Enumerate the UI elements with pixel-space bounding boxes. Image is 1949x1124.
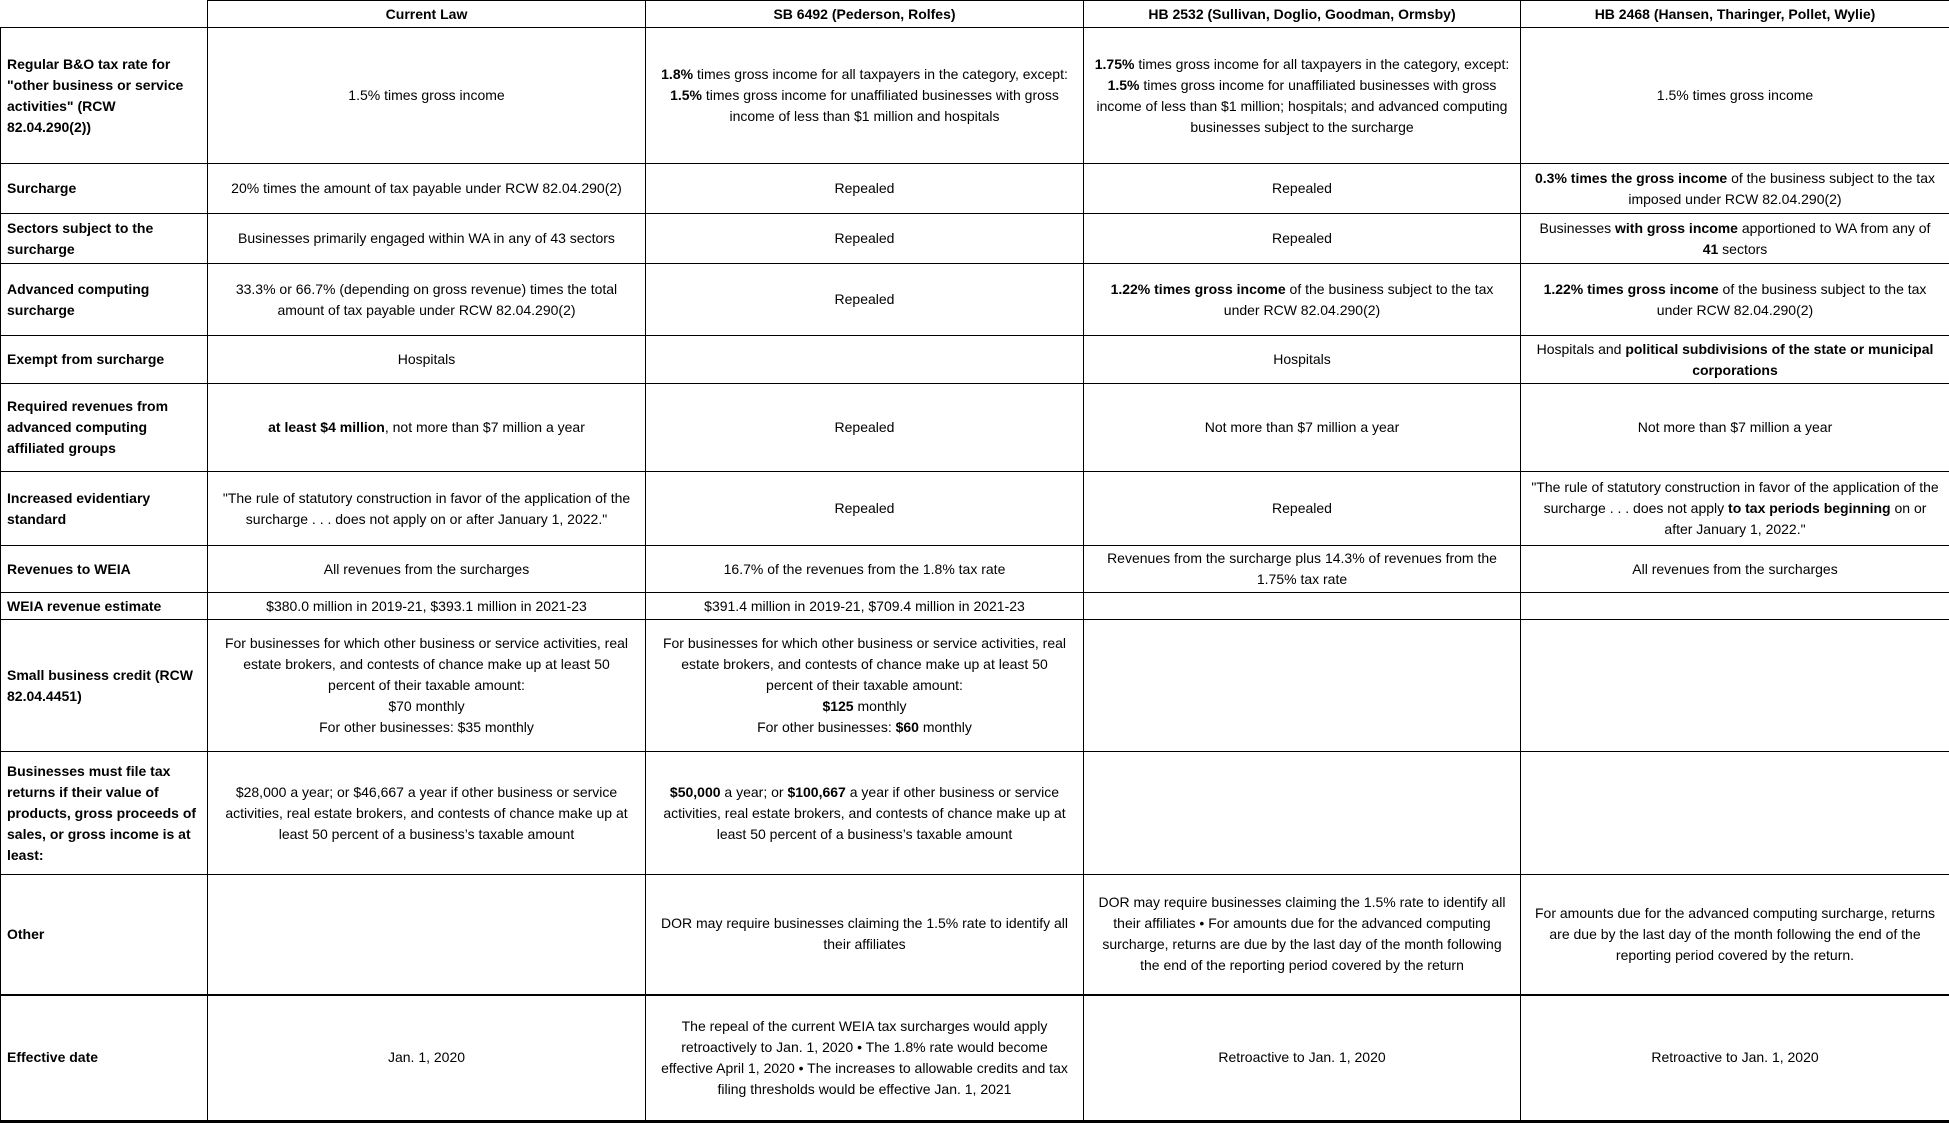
- table-row: [1, 164, 1949, 214]
- text-segment: Repealed: [1272, 180, 1332, 196]
- table-cell: [1521, 264, 1949, 336]
- row-label: Exempt from surcharge: [1, 336, 208, 384]
- table-cell: [1084, 620, 1521, 752]
- table-cell: [1521, 546, 1949, 593]
- text-segment: For other businesses: $35 monthly: [319, 719, 534, 735]
- table-cell: [646, 875, 1084, 995]
- text-segment: Not more than $7 million a year: [1637, 419, 1833, 435]
- bold-text-segment: $50,000: [669, 783, 721, 800]
- row-label: Increased evidentiary standard: [1, 472, 208, 546]
- table-cell: [646, 472, 1084, 546]
- table-cell: [646, 995, 1084, 1122]
- table-cell: [646, 28, 1084, 164]
- table-cell: [646, 384, 1084, 472]
- text-segment: The repeal of the current WEIA tax surcharges would apply retroactively to Jan. 1, 2020 • The 1.8% rate would become effective April 1, 2020 • The increases to allowable credits and tax filing thresholds would be effective Jan. 1, 2021: [661, 1017, 1068, 1097]
- text-segment: 20% times the amount of tax payable under RCW 82.04.290(2): [231, 180, 622, 196]
- text-segment: times gross income for unaffiliated businesses with gross income of less than $1 million and hospitals: [702, 87, 1059, 124]
- text-segment: All revenues from the surcharges: [323, 560, 530, 577]
- table-row: [1, 336, 1949, 384]
- bold-text-segment: 1.75%: [1094, 55, 1135, 72]
- bold-text-segment: 1.5%: [1107, 76, 1140, 93]
- table-cell: [208, 384, 646, 472]
- table-cell: [1084, 752, 1521, 875]
- row-label: Regular B&O tax rate for "other business or service activities" (RCW 82.04.290(2)): [1, 28, 208, 164]
- table-cell: [1521, 384, 1949, 472]
- text-segment: Hospitals: [1273, 351, 1331, 367]
- text-segment: monthly: [918, 719, 972, 735]
- table-cell: [1521, 28, 1949, 164]
- table-cell: [208, 995, 646, 1122]
- text-segment: Repealed: [834, 500, 895, 516]
- table-row: [1, 472, 1949, 546]
- text-segment: DOR may require businesses claiming the 1.5% rate to identify all their affiliates: [661, 915, 1068, 953]
- corner-cell: [1, 1, 208, 28]
- table-cell: [1084, 472, 1521, 546]
- table-cell: [1084, 214, 1521, 264]
- column-header-hb2468: HB 2468 (Hansen, Tharinger, Pollet, Wylie): [1521, 1, 1949, 28]
- table-row: [1, 752, 1949, 875]
- text-segment: a year if other business or service activities, real estate brokers, and contests of chance make up at least 50 percent of a business’s taxable amount: [663, 783, 1066, 842]
- row-label: Revenues to WEIA: [1, 546, 208, 593]
- table-cell: [208, 546, 646, 593]
- bold-text-segment: $125: [822, 698, 854, 714]
- column-header-hb2532: HB 2532 (Sullivan, Doglio, Goodman, Ormsby): [1084, 1, 1521, 28]
- table-cell: [646, 264, 1084, 336]
- bold-text-segment: to tax periods beginning: [1728, 500, 1891, 516]
- text-segment: Repealed: [834, 419, 895, 435]
- text-segment: Businesses: [1539, 219, 1616, 236]
- row-label: Effective date: [1, 995, 208, 1122]
- text-segment: For businesses for which other business or service activities, real estate brokers, and contests of chance make up at least 50 percent of their taxable amount:: [224, 635, 629, 693]
- text-segment: on or after January 1, 2022.": [1664, 500, 1927, 537]
- text-segment: Businesses primarily engaged within WA in any of 43 sectors: [238, 230, 615, 246]
- text-segment: For other businesses:: [757, 719, 896, 735]
- table-cell: [1084, 593, 1521, 620]
- row-label: WEIA revenue estimate: [1, 593, 208, 620]
- table-cell: [208, 752, 646, 875]
- table-cell: [1521, 472, 1949, 546]
- text-segment: Retroactive to Jan. 1, 2020: [1651, 1049, 1819, 1066]
- bold-text-segment: with gross income: [1615, 219, 1738, 236]
- text-segment: Hospitals and: [1536, 340, 1626, 357]
- table-cell: [208, 875, 646, 995]
- row-label: Sectors subject to the surcharge: [1, 214, 208, 264]
- table-cell: [1084, 336, 1521, 384]
- text-segment: Repealed: [834, 180, 895, 196]
- text-segment: "The rule of statutory construction in favor of the application of the surcharge . . . does not apply on or after January 1, 2022.": [222, 489, 631, 527]
- text-segment: Repealed: [834, 230, 895, 246]
- bold-text-segment: 1.8%: [661, 66, 694, 82]
- row-label: Required revenues from advanced computing affiliated groups: [1, 384, 208, 472]
- text-segment: 33.3% or 66.7% (depending on gross revenue) times the total amount of tax payable under RCW 82.04.290(2): [235, 280, 618, 318]
- table-cell: [1521, 164, 1949, 214]
- table-cell: [208, 472, 646, 546]
- text-segment: of the business subject to the tax under RCW 82.04.290(2): [1223, 280, 1494, 318]
- row-label: Businesses must file tax returns if their value of products, gross proceeds of sales, or gross income is at least:: [1, 752, 208, 875]
- text-segment: Repealed: [1272, 500, 1332, 516]
- table-cell: [1521, 620, 1949, 752]
- table-cell: [646, 214, 1084, 264]
- table-cell: [1521, 752, 1949, 875]
- text-segment: Repealed: [834, 291, 895, 307]
- bold-text-segment: $60: [895, 719, 919, 735]
- table-cell: [1521, 875, 1949, 995]
- table-cell: [1521, 995, 1949, 1122]
- table-cell: [646, 620, 1084, 752]
- bold-text-segment: 1.22% times gross income: [1543, 280, 1719, 297]
- text-segment: $70 monthly: [388, 698, 465, 714]
- text-segment: a year; or: [720, 783, 788, 800]
- table-row: [1, 593, 1949, 620]
- table-row: [1, 620, 1949, 752]
- column-header-sb6492: SB 6492 (Pederson, Rolfes): [646, 1, 1084, 28]
- table-row: [1, 214, 1949, 264]
- table-cell: [1084, 28, 1521, 164]
- text-segment: of the business subject to the tax imposed under RCW 82.04.290(2): [1628, 169, 1935, 207]
- table-cell: [1084, 546, 1521, 593]
- table-cell: [208, 620, 646, 752]
- table-cell: [1521, 214, 1949, 264]
- table-cell: [208, 593, 646, 620]
- table-cell: [1084, 995, 1521, 1122]
- text-segment: "The rule of statutory construction in favor of the application of the surcharge . . . does not apply: [1531, 479, 1939, 516]
- table-cell: [208, 164, 646, 214]
- table-row: [1, 875, 1949, 995]
- row-label: Other: [1, 875, 208, 995]
- text-segment: times gross income for all taxpayers in the category, except:: [693, 66, 1068, 82]
- table-body: [1, 28, 1949, 1122]
- table-cell: [646, 546, 1084, 593]
- text-segment: 1.5% times gross income: [348, 87, 505, 103]
- text-segment: Hospitals: [397, 351, 456, 367]
- table-cell: [1084, 164, 1521, 214]
- table-cell: [1521, 336, 1949, 384]
- text-segment: 16.7% of the revenues from the 1.8% tax rate: [723, 560, 1006, 577]
- table-cell: [208, 28, 646, 164]
- table-cell: [646, 336, 1084, 384]
- text-segment: of the business subject to the tax under RCW 82.04.290(2): [1656, 280, 1927, 318]
- bold-text-segment: 1.5%: [670, 87, 702, 103]
- table-row: [1, 546, 1949, 593]
- table-cell: [208, 336, 646, 384]
- text-segment: monthly: [853, 698, 907, 714]
- table-row: [1, 28, 1949, 164]
- text-segment: $391.4 million in 2019-21, $709.4 million in 2021-23: [704, 597, 1025, 614]
- text-segment: For businesses for which other business or service activities, real estate brokers, and contests of chance make up at least 50 percent of their taxable amount:: [662, 635, 1067, 693]
- table-cell: [208, 214, 646, 264]
- text-segment: times gross income for all taxpayers in the category, except:: [1134, 55, 1510, 72]
- text-segment: 1.5% times gross income: [1656, 87, 1814, 103]
- text-segment: All revenues from the surcharges: [1632, 560, 1838, 577]
- text-segment: Retroactive to Jan. 1, 2020: [1218, 1049, 1386, 1066]
- header-row: [1, 1, 1949, 28]
- column-header-current-law: Current Law: [208, 1, 646, 28]
- row-label: Advanced computing surcharge: [1, 264, 208, 336]
- row-label: Surcharge: [1, 164, 208, 214]
- text-segment: , not more than $7 million a year: [384, 419, 585, 435]
- table-cell: [1084, 875, 1521, 995]
- table-cell: [1084, 384, 1521, 472]
- text-segment: Revenues from the surcharge plus 14.3% of revenues from the 1.75% tax rate: [1107, 550, 1497, 587]
- text-segment: $380.0 million in 2019-21, $393.1 million in 2021-23: [266, 597, 587, 614]
- table-row: [1, 264, 1949, 336]
- table-cell: [646, 593, 1084, 620]
- table-cell: [646, 164, 1084, 214]
- text-segment: times gross income for unaffiliated businesses with gross income of less than $1 million; hospitals; and advanced computing businesses subject to the surcharge: [1096, 76, 1508, 135]
- bold-text-segment: 0.3% times the gross income: [1535, 169, 1728, 186]
- text-segment: apportioned to WA from any of: [1737, 219, 1931, 236]
- table-cell: [208, 264, 646, 336]
- row-label: Small business credit (RCW 82.04.4451): [1, 620, 208, 752]
- text-segment: DOR may require businesses claiming the 1.5% rate to identify all their affiliates • For amounts due for the advanced computing surcharge, returns are due by the last day of the month following the end of the reporting period covered by the return: [1098, 894, 1506, 974]
- text-segment: $28,000 a year; or $46,667 a year if other business or service activities, real estate brokers, and contests of chance make up at least 50 percent of a business’s taxable amount: [225, 783, 628, 842]
- table-row: [1, 995, 1949, 1122]
- table-row: [1, 384, 1949, 472]
- bold-text-segment: 41: [1702, 240, 1719, 257]
- text-segment: sectors: [1718, 240, 1768, 257]
- text-segment: Repealed: [1272, 230, 1332, 246]
- table-cell: [1521, 593, 1949, 620]
- text-segment: Not more than $7 million a year: [1204, 419, 1400, 435]
- table-cell: [646, 752, 1084, 875]
- text-segment: For amounts due for the advanced computing surcharge, returns are due by the last day of the month following the end of the reporting period covered by the return.: [1535, 904, 1935, 963]
- text-segment: Jan. 1, 2020: [387, 1049, 466, 1066]
- bold-text-segment: 1.22% times gross income: [1110, 280, 1286, 297]
- bold-text-segment: $100,667: [787, 783, 846, 800]
- bold-text-segment: political subdivisions of the state or municipal corporations: [1625, 340, 1934, 378]
- bold-text-segment: at least $4 million: [268, 419, 385, 435]
- table-cell: [1084, 264, 1521, 336]
